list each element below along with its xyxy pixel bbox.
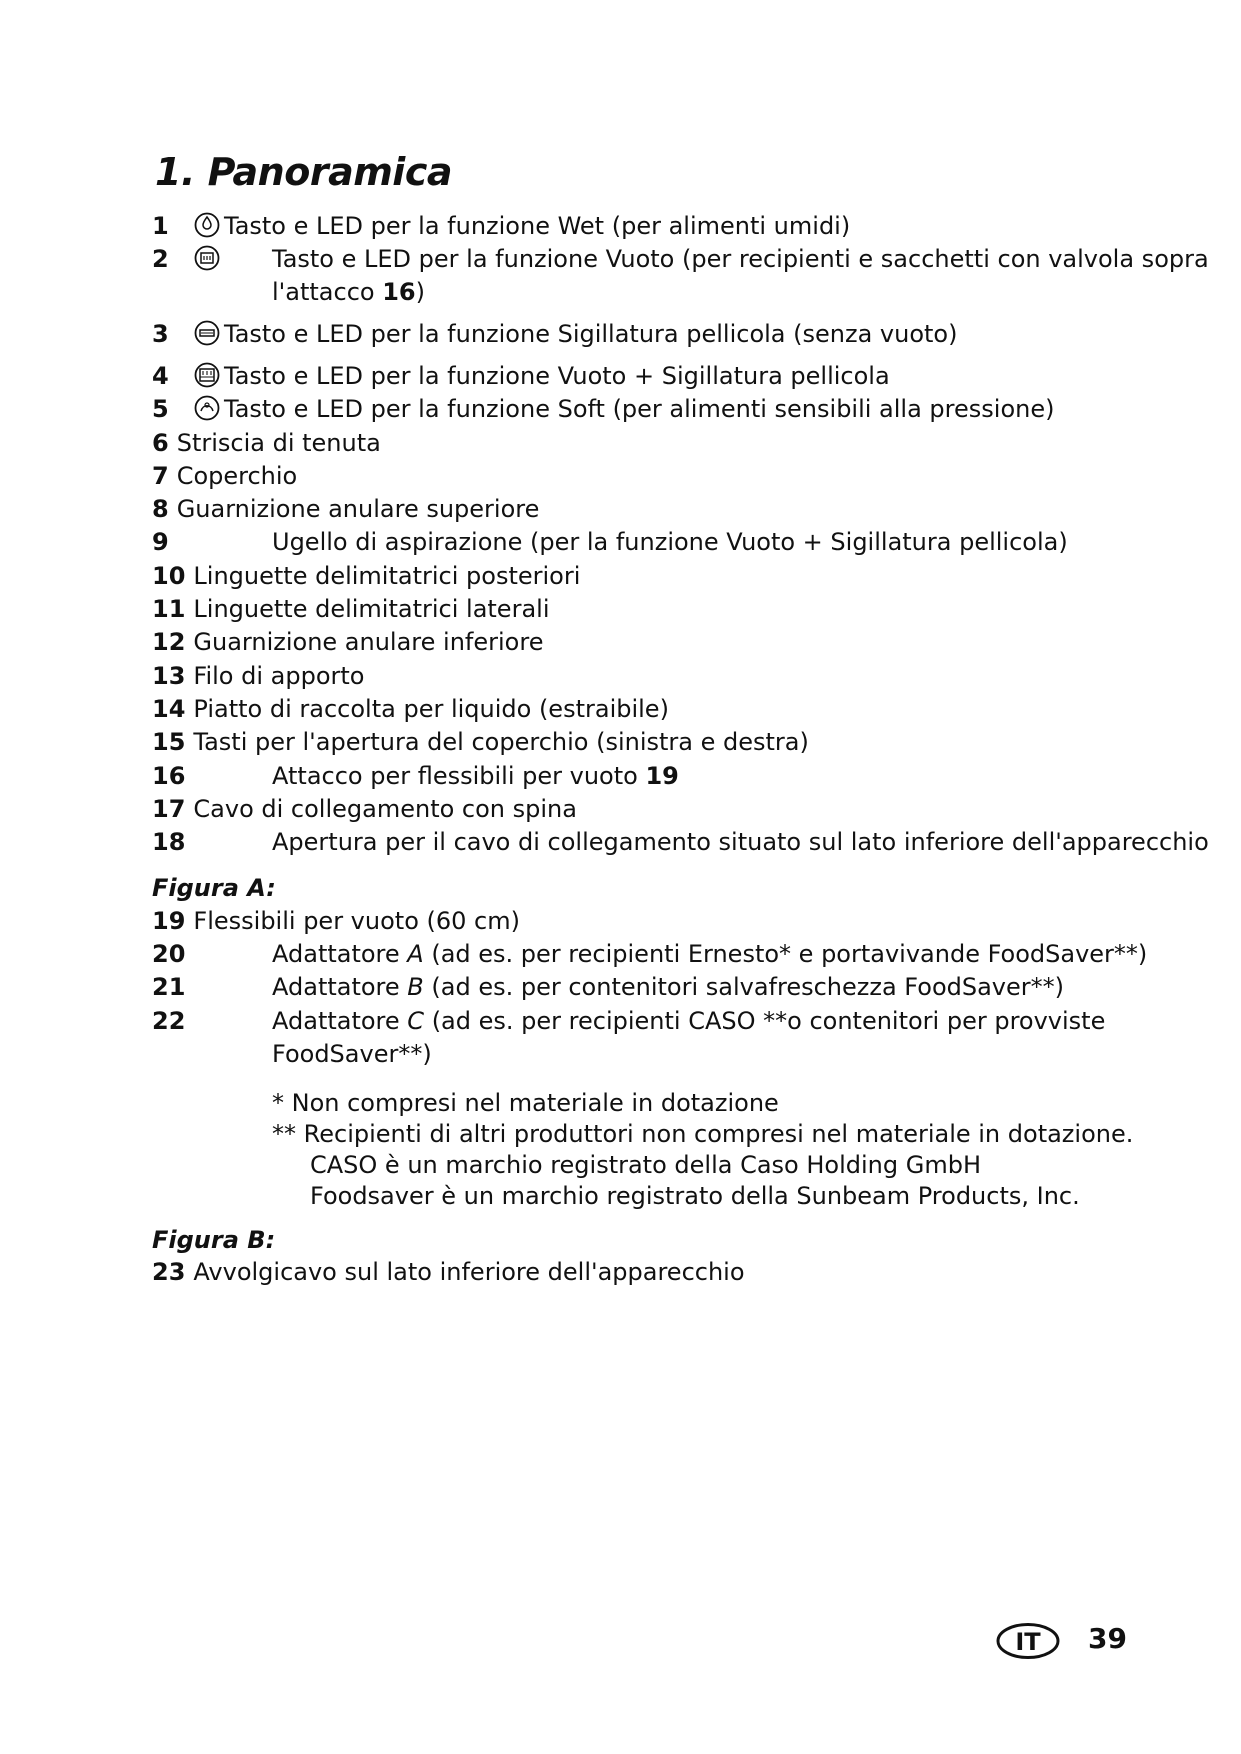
item-5: 5 Tasto e LED per la funzione Soft (per alimenti sensibili alla pressione) — [152, 395, 1055, 423]
note-2: ** Recipienti di altri produttori non compresi nel materiale in dotazione. — [272, 1120, 1134, 1148]
item-19: 19 Flessibili per vuoto (60 cm) — [152, 907, 520, 935]
section-title: 1. Panoramica — [155, 150, 452, 194]
item-4: 4 Tasto e LED per la funzione Vuoto + Sigillatura pellicola — [152, 362, 890, 390]
item-13: 13 Filo di apporto — [152, 662, 365, 690]
item-12: 12 Guarnizione anulare inferiore — [152, 628, 544, 656]
figure-a-caption: Figura A: — [152, 874, 276, 902]
language-code: IT — [1015, 1628, 1041, 1656]
item-7: 7 Coperchio — [152, 462, 298, 490]
item-21: 21 Adattatore B (ad es. per contenitori salvafreschezza FoodSaver**) — [152, 973, 1064, 1001]
item-18: 18 Apertura per il cavo di collegamento situato sul lato inferiore dell'apparecchio — [152, 828, 1209, 856]
note-3: CASO è un marchio registrato della Caso Holding GmbH — [310, 1151, 981, 1179]
item-8: 8 Guarnizione anulare superiore — [152, 495, 540, 523]
item-22: 22 Adattatore C (ad es. per recipienti CASO **o contenitori per provviste FoodSaver**) — [152, 1007, 1106, 1068]
wet-icon — [192, 210, 222, 240]
figure-b-caption: Figura B: — [152, 1226, 276, 1254]
soft-icon — [192, 393, 222, 423]
vacuum-icon — [192, 243, 222, 273]
item-6: 6 Striscia di tenuta — [152, 429, 381, 457]
language-badge — [996, 1622, 1060, 1660]
item-2: 2 Tasto e LED per la funzione Vuoto (per recipienti e sacchetti con valvola sopra l'attacco 16) — [152, 245, 1209, 306]
note-4: Foodsaver è un marchio registrato della Sunbeam Products, Inc. — [310, 1182, 1080, 1210]
item-3: 3 Tasto e LED per la funzione Sigillatura pellicola (senza vuoto) — [152, 320, 958, 348]
item-17: 17 Cavo di collegamento con spina — [152, 795, 577, 823]
item-23: 23 Avvolgicavo sul lato inferiore dell'apparecchio — [152, 1258, 745, 1286]
page-number: 39 — [1088, 1622, 1127, 1655]
item-1: 1 Tasto e LED per la funzione Wet (per alimenti umidi) — [152, 212, 851, 240]
seal-icon — [192, 318, 222, 348]
vacuum-seal-icon — [192, 360, 222, 390]
note-1: * Non compresi nel materiale in dotazione — [272, 1089, 779, 1117]
item-14: 14 Piatto di raccolta per liquido (estraibile) — [152, 695, 669, 723]
item-11: 11 Linguette delimitatrici laterali — [152, 595, 550, 623]
item-16: 16 Attacco per flessibili per vuoto 19 — [152, 762, 679, 790]
item-9: 9 Ugello di aspirazione (per la funzione Vuoto + Sigillatura pellicola) — [152, 528, 1068, 556]
item-20: 20 Adattatore A (ad es. per recipienti Ernesto* e portavivande FoodSaver**) — [152, 940, 1148, 968]
item-10: 10 Linguette delimitatrici posteriori — [152, 562, 581, 590]
item-15: 15 Tasti per l'apertura del coperchio (sinistra e destra) — [152, 728, 809, 756]
